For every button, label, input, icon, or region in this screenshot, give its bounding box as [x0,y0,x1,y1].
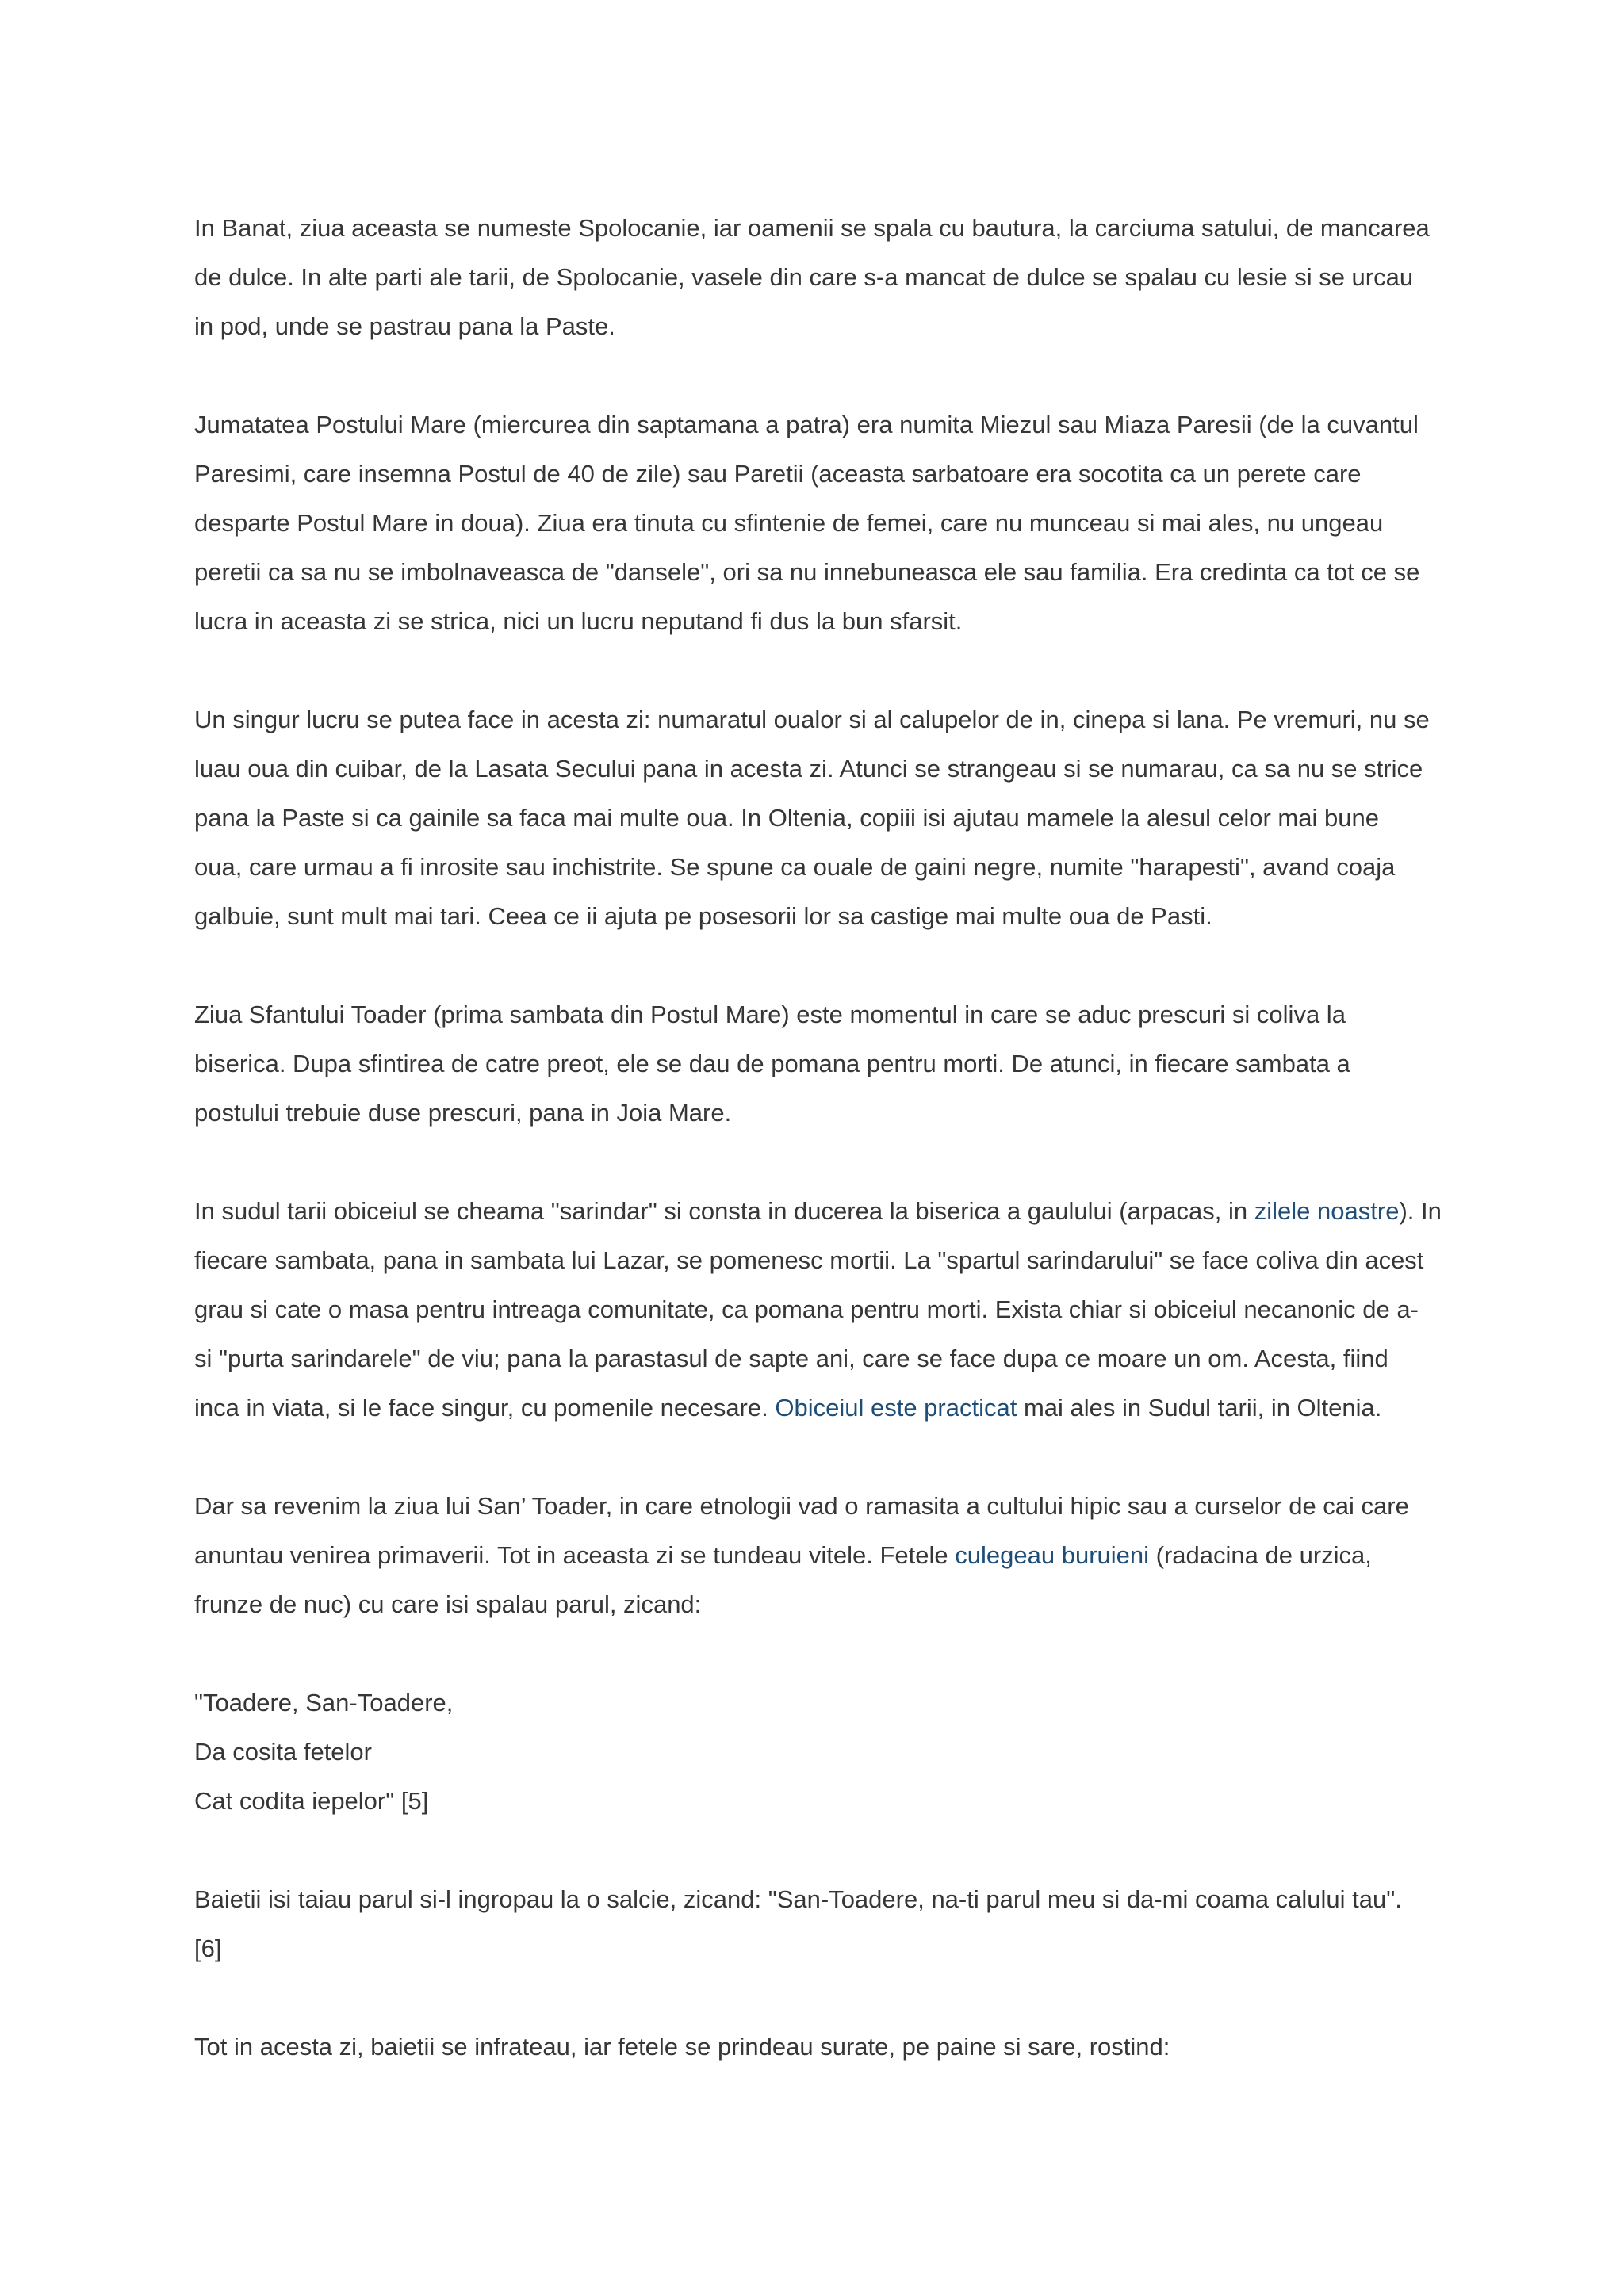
link-culegeau-buruieni[interactable]: culegeau buruieni [955,1541,1150,1569]
paragraph-text: mai ales in Sudul tarii, in Oltenia. [1017,1394,1382,1422]
paragraph-text: In sudul tarii obiceiul se cheama "sarindar" si consta in ducerea la biserica a gaulului (arpacas, in [194,1197,1254,1225]
paragraph-miezul-paresii: Jumatatea Postului Mare (miercurea din saptamana a patra) era numita Miezul sau Miaza Paresii (de la cuvantul Paresimi, care insemna Postul de 40 de zile) sau Paretii (aceasta sarbatoare era socotita ca un perete care desparte Postul Mare in doua). Ziua era tinuta cu sfintenie de femei, care nu munceau si mai ales, nu ungeau peretii ca sa nu se imbolnaveasca de "dansele", ori sa nu innebuneasca ele sau familia. Era credinta ca tot ce se lucra in aceasta zi se strica, nici un lucru neputand fi dus la bun sfarsit. [194,411,1420,635]
paragraph-san-toader [194,1482,1495,1629]
verse-toadere: "Toadere, San-Toadere, Da cosita fetelor Cat codita iepelor" [5] [194,1689,454,1815]
paragraph-infratire: Tot in acesta zi, baietii se infrateau, iar fetele se prindeau surate, pe paine si sare, rostind: [194,2033,1170,2061]
paragraph-numaratul-oualor: Un singur lucru se putea face in acesta zi: numaratul oualor si al calupelor de in, cinepa si lana. Pe vremuri, nu se luau oua din cuibar, de la Lasata Secului pana in acesta zi. Atunci se strangeau si se numarau, ca sa nu se strice pana la Paste si ca gainile sa faca mai multe oua. In Oltenia, copiii isi ajutau mamele la alesul celor mai bune oua, care urmau a fi inrosite sau inchistrite. Se spune ca ouale de gaini negre, numite "harapesti", avand coaja galbuie, sunt mult mai tari. Ceea ce ii ajuta pe posesorii lor sa castige mai multe oua de Pasti. [194,706,1430,930]
paragraph-text: ). In fiecare sambata, pana in sambata lui Lazar, se pomenesc mortii. La "spartul sarindarului" se face coliva din acest grau si cate o masa pentru intreaga comunitate, ca pomana pentru morti. Exista chiar si obiceiul necanonic de a- si "purta sarindarele" de viu; pana la parastasul de sapte ani, care se face dupa ce moare un om. Acesta, fiind inca in viata, si le face singur, cu pomenile necesare. [194,1197,1442,1422]
link-zilele-noastre[interactable]: zilele noastre [1254,1197,1400,1225]
paragraph-baietii: Baietii isi taiau parul si-l ingropau la o salcie, zicand: "San-Toadere, na-ti parul meu si da-mi coama calului tau". [6] [194,1885,1402,1962]
paragraph-text: (radacina de urzica, frunze de nuc) cu care isi spalau parul, zicand: [194,1541,1372,1618]
paragraph-text: Dar sa revenim la ziua lui San’ Toader, in care etnologii vad o ramasita a cultului hipic sau a curselor de cai care anuntau venirea primaverii. Tot in aceasta zi se tundeau vitele. Fetele [194,1492,1409,1569]
paragraph-sarindar [194,1187,1495,1433]
paragraph-spolocanie: In Banat, ziua aceasta se numeste Spolocanie, iar oamenii se spala cu bautura, la carciuma satului, de mancarea de dulce. In alte parti ale tarii, de Spolocanie, vasele din care s-a mancat de dulce se spalau cu lesie si se urcau in pod, unde se pastrau pana la Paste. [194,214,1430,340]
link-obiceiul-este-practicat[interactable]: Obiceiul este practicat [775,1394,1017,1422]
document-body [194,204,1495,2072]
paragraph-sfantul-toader: Ziua Sfantului Toader (prima sambata din Postul Mare) este momentul in care se aduc prescuri si coliva la biserica. Dupa sfintirea de catre preot, ele se dau de pomana pentru morti. De atunci, in fiecare sambata a postului trebuie duse prescuri, pana in Joia Mare. [194,1001,1350,1127]
